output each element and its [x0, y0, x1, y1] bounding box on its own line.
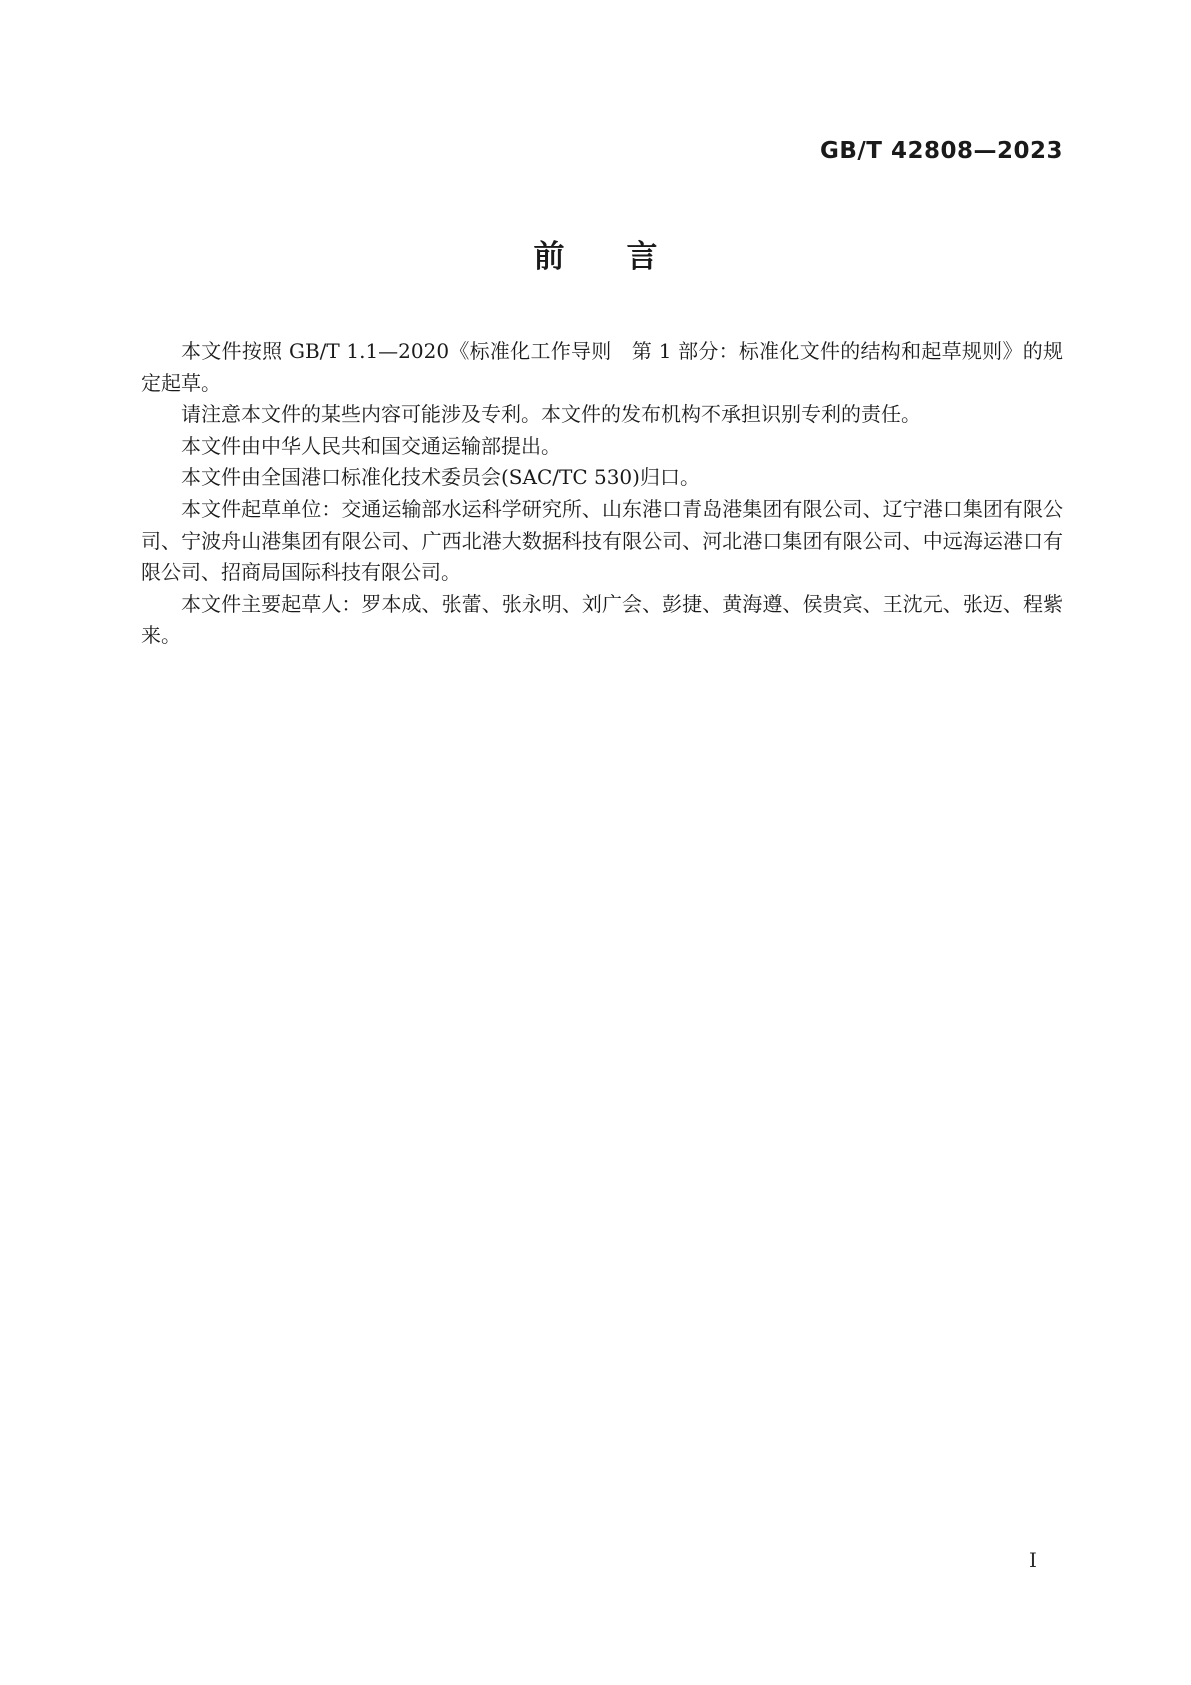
foreword-paragraph-centralized-by: 本文件由全国港口标准化技术委员会(SAC/TC 530)归口。	[181, 465, 700, 490]
foreword-title: 前 言	[533, 239, 658, 275]
page-number: I	[1029, 1548, 1037, 1572]
foreword-paragraph-patent-notice: 请注意本文件的某些内容可能涉及专利。本文件的发布机构不承担识别专利的责任。	[181, 402, 921, 427]
foreword-paragraph-main-drafters: 本文件主要起草人：罗本成、张蕾、张永明、刘广会、彭捷、黄海遵、侯贵宾、王沈元、张迈、程紫来。	[141, 591, 1063, 648]
foreword-paragraph-proposed-by: 本文件由中华人民共和国交通运输部提出。	[181, 433, 561, 458]
foreword-paragraph-drafting-organizations: 本文件起草单位：交通运输部水运科学研究所、山东港口青岛港集团有限公司、辽宁港口集团有限公司、宁波舟山港集团有限公司、广西北港大数据科技有限公司、河北港口集团有限公司、中远海运港口有限公司、招商局国际科技有限公司。	[141, 496, 1063, 585]
foreword-paragraph-drafting-rules: 本文件按照 GB/T 1.1—2020《标准化工作导则 第 1 部分：标准化文件的结构和起草规则》的规定起草。	[141, 339, 1063, 395]
standard-code-header: GB/T 42808—2023	[819, 138, 1063, 164]
foreword-body	[141, 336, 1063, 652]
